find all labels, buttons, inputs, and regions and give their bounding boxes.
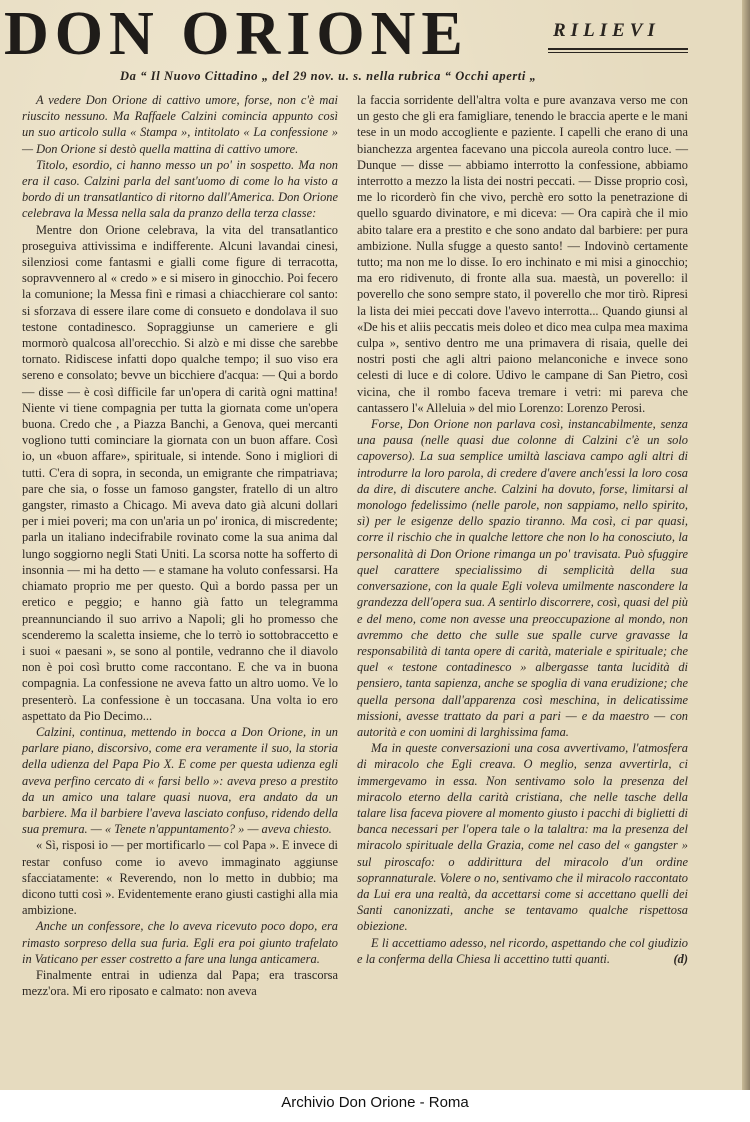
article-paragraph: Forse, Don Orione non parlava così, instancabilmente, senza una pausa (nelle quasi due colonne di Calzini c'è un solo capoverso). La sua semplice umiltà lasciava campo agli altri di introdurre la loro parola, di credere d'avere anch'essi la loro cosa da dire, di discutere anche. Calzini ha dovuto, forse, limitarsi al monologo fedelissimo (nelle parole, non sappiamo, nello spirito, sì) per le esigenze dello spazio tiranno. Ma così, ci par quasi, corre il rischio che in qualche lettore che non lo ha conosciuto, la personalità di Don Orione rimanga un po' travisata. Può sfuggire quel carattere specialissimo di semplicità della sua conversazione, con la quale Egli voleva umilmente nascondere la grandezza dell'opera sua. A sentirlo discorrere, così, quasi del più e del meno, come non avesse una preoccupazione al mondo, non avremmo che detto che sulle sue spalle curve gravasse la responsabilità di tanta opere di carità, materiale e spirituale; che quel « testone contadinesco » albergasse tanta lucidità di pensiero, tanta sapienza, anche se spoglia di vana erudizione; che quella persona dall'apparenza così meschina, in delicatissime missioni, avesse trattato da pari a pari — e da maestro — con autorità e con uomini di larghissima fama. [357, 417, 688, 739]
article-paragraph: Calzini, continua, mettendo in bocca a Don Orione, in un parlare piano, discorsivo, come era veramente il suo, la storia della udienza del Papa Pio X. E come per questa udienza egli aveva perfino cercato di « farsi bello »: aveva preso a prestito da un amico una talare quasi nuova, era andato da un barbiere. Ma il barbiere l'aveva lasciato confuso, ridendo della sua premura. — « Tenete n'appuntamento? » — aveva chiesto. [22, 724, 338, 837]
source-line: Da “ Il Nuovo Cittadino „ del 29 nov. u. s. nella rubrica “ Occhi aperti „ [120, 69, 537, 83]
article-paragraph: « Sì, risposi io — per mortificarlo — col Papa ». E invece di restar confuso come io avevo immaginato aggiunse sfacciatamente: « Reverendo, non lo metto in dubbio; ma dicono tutti così ». Evidentemente erano giusti castighi alla mia ambizione. [22, 838, 338, 918]
article-column-left [22, 92, 338, 999]
archive-label: Archivio Don Orione - Roma [281, 1094, 469, 1111]
section-rubric: RILIEVI [553, 20, 660, 41]
rubric-divider-thin [548, 52, 688, 53]
archive-footer [0, 1090, 750, 1122]
article-column-right [357, 92, 688, 967]
article-paragraph: Mentre don Orione celebrava, la vita del transatlantico proseguiva attivissima e indifferente. Alcuni lavandai cinesi, silenziosi come fantasmi e gialli come figure di terracotta, sopravvennero al « credo » e si misero in ginocchio. Poi fecero la comunione; la Messa finì e rimasi a chiacchierare col santo: si sforzava di essere ilare come di consueto e dondolava il suo testone contadinesco. Sopraggiunse un cameriere e gli mormorò qualcosa all'orecchio. Si alzò e mi disse che sarebbe tornato. Ridiscese infatti dopo qualche tempo; il suo viso era sereno e consolato; bevve un bicchiere d'acqua: — Qui a bordo — disse — è così difficile far un'opera di carità ogni mattina! Niente vi tiene compagnia per tutta la giornata come un'opera buona. Credo che , a Piazza Banchi, a Genova, quei mercanti vogliono tutti cominciare la giornata con un buon affare. Così io, un «buon affare», spirituale, si intende. Sono i migliori di tutti. C'era di sopra, in seconda, un emigrante che rimpatriava; pare che sia, o fosse un famoso gangster, fratello di un altro gangster, rimasto a Chicago. Mi aveva dato già alcuni dollari per i miei poveri; ma con un'aria un po' ironica, di miscredente; parla un italiano indecifrabile rovinato come la sua anima dal lungo soggiorno negli Stati Uniti. La scorsa notte ha sofferto di insonnia — mi ha detto — e stamane ha voluto confessarsi. Ha chiamato proprio me per questo. Quì a bordo passa per un eretico e peggio; e hanno già fatto un telegramma preannunciando il suo arrivo a Napoli; gli ho promesso che scenderemo la scaletta insieme, che lo terrò io sottobraccetto e i suoi « paesani », se sono al pontile, vedranno che il diavolo non è poi così brutto come raccontano. E che va in buona compagnia. La confessione ne aveva fatto un altro uomo. Ve lo presenterò. La confessione è un toccasana. Una volta io ero aspettato da Pio Decimo... [22, 222, 338, 723]
rubric-divider [548, 48, 688, 50]
author-signature: (d) [673, 951, 688, 966]
article-paragraph: Titolo, esordio, ci hanno messo un po' in sospetto. Ma non era il caso. Calzini parla del sant'uomo di come lo ha visto a bordo di un transatlantico di ritorno dall'America. Don Orione celebrava la Messa nella sala da pranzo della terza classe: [22, 157, 338, 221]
page-edge [742, 0, 750, 1090]
page-title: DON ORIONE [4, 0, 469, 68]
masthead [0, 0, 740, 68]
article-paragraph: Ma in queste conversazioni una cosa avvertivamo, l'atmosfera di miracolo che Egli creava. O meglio, senza avvertirla, ci immergevamo in essa. Non sentivamo solo la presenza del miracolo eterno della carità cristiana, che nelle tasche della talare lisa faceva piovere al momento giusto i pacchi di biglietti di banca necessari per l'opera tale o la talaltra: ma la presenza del miracolo spirituale della Grazia, come nel caso del « gangster » sul piroscafo: o addirittura del miracolo d'un ordine soprannaturale. Volere o no, sentivamo che il miracolo raccontato da Lui era una realtà, da accettarsi come si accettano quelli dei Santi canonizzati, anche se tentavamo qualche rispettosa obiezione. [357, 741, 688, 934]
article-paragraph: E li accettiamo adesso, nel ricordo, aspettando che col giudizio e la conferma della Chiesa li accettino tutti quanti. [357, 935, 688, 966]
article-paragraph: A vedere Don Orione di cattivo umore, forse, non c'è mai riuscito nessuno. Ma Raffaele Calzini comincia appunto così un suo articolo sulla « Stampa », intitolato « La confessione » — Don Orione si destò quella mattina di cattivo umore. [22, 93, 338, 156]
article-paragraph: Anche un confessore, che lo aveva ricevuto poco dopo, era rimasto sorpreso della sua furia. Egli era poi giunto trafelato in Vaticano per esser costretto a fare una lunga anticamera. [22, 919, 338, 966]
article-paragraph: la faccia sorridente dell'altra volta e pure avanzava verso me con un gesto che gli era famigliare, tenendo le braccia aperte e le mani tese in un modo accogliente e paziente. I capelli che erano di una bianchezza argentea facevano una piccola aureola contro luce. — Dunque — disse — abbiamo interrotto la confessione, abbiamo interrotto a mezzo la lista dei nostri peccati. — Disse proprio così, me lo ricorderò fin che vivo, perchè ero sotto la penetrazione di quello sguardo divinatore, e mi diceva: — Ora capirà che il mio abito talare era a prestito e che sono andato dal barbiere: per pura ambizione. Nulla sfugge a questo santo! — Indovinò certamente tutto; ma non me lo disse. Io ero inchinato e mi misi a ginocchio; ma ero ridivenuto, di fronte alla sua. maestà, un poverello: il poverello che sono sempre stato, il poverello che mor tirò. Ripresi la lista dei miei peccati dove l'avevo interrotta... Quando giunsi al «De his et aliis peccatis meis doleo et dico mea culpa mea maxima culpa », sentivo dentro me una primavera di risaia, quelle dei nostri posti che agli altri paiono melanconiche e invece sono celesti di luce e di colore. Udivo le campane di San Pietro, così vicina, che il rombo faceva tremare i vetri: mi pareva che cantassero l'« Alleluia » del mio Lorenzo: Lorenzo Perosi. [357, 93, 688, 415]
article-paragraph: Finalmente entrai in udienza dal Papa; era trascorsa mezz'ora. Mi ero riposato e calmato: non aveva [22, 967, 338, 999]
